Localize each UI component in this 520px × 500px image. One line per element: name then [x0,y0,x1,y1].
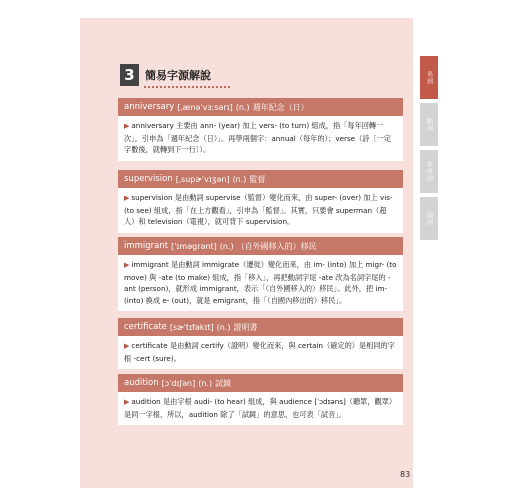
entry-text: anniversary 主要由 ann- (year) 加上 vers- (to turn) 組成，指「每年回轉一次」，引申為「週年紀念（日）」。再學兩個字：annual（每年的）；verse（詩〔一定字數後，就轉到下一行〕）。 [124,121,392,154]
entry-pronunciation: [ˌsupɚˈvɪʒən] [175,174,230,184]
entry-word: anniversary [124,102,175,112]
bullet-icon: ▶ [124,261,130,269]
entry-header [118,170,403,188]
section-underline [144,84,230,88]
entry-pronunciation: [ˌænəˈvɜːsərɪ] [177,102,233,112]
entry-part-of-speech: (n.) [198,378,213,388]
bullet-icon: ▶ [124,342,130,350]
entry-meaning: 試鏡 [215,378,232,388]
section-title: 簡易字源解說 [145,69,211,82]
entry-header [118,237,403,255]
entry-body [118,188,403,233]
entry-body [118,392,403,425]
entry-header [118,98,403,116]
entry-text: certificate 是由動詞 certify（證明）變化而來，與 certain（確定的）是相同的字根 -cert (sure)。 [124,341,395,363]
entry-part-of-speech: (n.) [232,174,247,184]
entry-pronunciation: [sɚˈtɪfəkɪt] [169,322,214,332]
entry-word: audition [124,378,159,388]
entry-audition [118,374,403,425]
entry-body [118,255,403,311]
entry-certificate [118,318,403,369]
tab-adjectives[interactable]: 形容詞 [420,150,438,193]
bullet-icon: ▶ [124,122,130,130]
entry-immigrant [118,237,403,311]
entry-word: immigrant [124,241,169,251]
entry-anniversary [118,98,403,161]
side-tabs [420,56,438,244]
entry-word: certificate [124,322,167,332]
entry-meaning: 監督 [249,174,266,184]
entry-word: supervision [124,174,173,184]
entry-pronunciation: [ɔˈdɪʃən] [161,378,196,388]
entry-body [118,116,403,161]
entry-meaning: 週年紀念（日） [252,102,309,112]
entry-text: supervision 是由動詞 supervise（監督）變化而來，由 super- (over) 加上 vis- (to see) 組成，指「在上方觀看」，引申為「監督」。其實，只要會 superman（超人）和 television（電視），就可背下 supervision。 [124,193,393,226]
tab-adverbs[interactable]: 副詞 [420,197,438,240]
tab-verbs[interactable]: 動詞 [420,103,438,146]
bullet-icon: ▶ [124,194,130,202]
entry-part-of-speech: (n.) [219,241,234,251]
entry-text: immigrant 是由動詞 immigrate（遷徙）變化而來，由 im- (into) 加上 migr- (to move) 與 -ate (to make) 組成，指「移入」，再把動詞字尾 -ate 改為名詞字尾的 -ant (person)，就形成 immigrant，表示「（自外國移入的）移民」。此外，把 im- (into) 換成 e- (out)，就是 emigrant，指「（自國內移出的）移民」。 [124,260,397,305]
entry-body [118,336,403,369]
section-number: 3 [120,64,139,86]
page-number: 83 [400,470,411,479]
entry-part-of-speech: (n.) [235,102,250,112]
entry-part-of-speech: (n.) [216,322,231,332]
entry-supervision [118,170,403,233]
entry-text: audition 是由字根 audi- (to hear) 組成，與 audience [ˈɔdɪəns]（聽眾，觀眾）是同一字根，所以，audition 除了「試鏡」的意思，也可表「試音」。 [124,397,397,419]
bullet-icon: ▶ [124,398,130,406]
entry-pronunciation: [ˈɪməgrənt] [171,241,217,251]
entry-header [118,374,403,392]
entry-header [118,318,403,336]
tab-nouns[interactable]: 名詞 [420,56,438,99]
entry-meaning: 證明書 [233,322,258,332]
entry-meaning: （自外國移入的）移民 [236,241,317,251]
